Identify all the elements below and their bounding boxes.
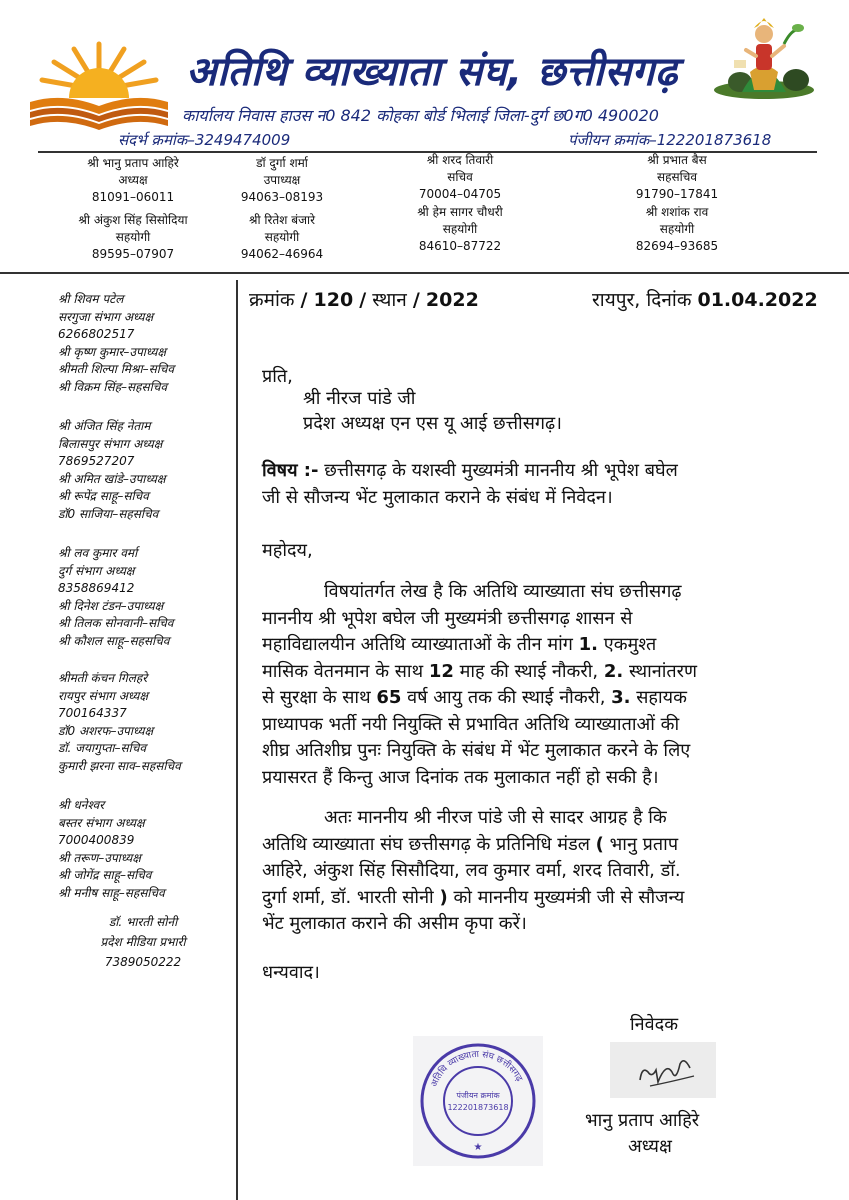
media-in-charge bbox=[58, 912, 228, 972]
committee-line: श्री अंजित सिंह नेताम bbox=[58, 419, 151, 433]
body-line bbox=[262, 659, 822, 686]
body-line bbox=[262, 885, 822, 912]
place-date-line bbox=[592, 286, 818, 312]
committee-line: बिलासपुर संभाग अध्यक्ष bbox=[58, 436, 163, 451]
committee-line: श्री विक्रम सिंह–सहसचिव bbox=[58, 379, 167, 394]
subject-label: विषय :- bbox=[262, 460, 319, 481]
org-title: अतिथि व्याख्याता संघ, छत्तीसगढ़ bbox=[186, 49, 678, 95]
prati: प्रति, bbox=[262, 366, 293, 387]
demand-number: 1. bbox=[578, 634, 599, 655]
body-text: वर्ष आयु तक की स्थाई नौकरी, bbox=[407, 687, 606, 708]
bearer-post: अध्यक्ष bbox=[118, 173, 148, 187]
signer-title: अध्यक्ष bbox=[628, 1136, 672, 1157]
committee-line: श्री कौशल साहू–सहसचिव bbox=[58, 633, 170, 648]
committee-line: कुमारी झरना साव–सहसचिव bbox=[58, 758, 181, 773]
bearers-divider bbox=[0, 272, 849, 274]
committee-line: सरगुजा संभाग अध्यक्ष bbox=[58, 309, 154, 324]
official-stamp bbox=[413, 1036, 543, 1166]
committee-line: श्री दिनेश टंडन–उपाध्यक्ष bbox=[58, 598, 164, 613]
stamp-number: 122201873618 bbox=[447, 1103, 509, 1112]
paren: ( bbox=[595, 833, 604, 855]
media-phone: 7389050222 bbox=[104, 955, 182, 969]
committee-line: दुर्ग संभाग अध्यक्ष bbox=[58, 563, 135, 578]
committee-line: 7000400839 bbox=[58, 833, 135, 847]
bearer-name: श्री अंकुश सिंह सिसोदिया bbox=[78, 213, 188, 227]
bearer-phone: 94062–46964 bbox=[240, 247, 324, 261]
body-line bbox=[262, 685, 822, 712]
bearer-name: श्री हेम सागर चौधरी bbox=[417, 205, 503, 219]
place-date-label: रायपुर, दिनांक bbox=[592, 289, 692, 311]
sthan-label: स्थान bbox=[372, 289, 407, 311]
committee-line: श्री लव कुमार वर्मा bbox=[58, 546, 138, 560]
paren: ) bbox=[439, 886, 448, 908]
body-line: प्रयासरत हैं किन्तु आज दिनांक तक मुलाकात नहीं हो सकी है। bbox=[262, 766, 659, 788]
body-line: शीघ्र अतिशीघ्र पुनः नियुक्ति के संबंध में भेंट मुलाकात करने के लिए bbox=[262, 740, 691, 761]
sidebar-divider bbox=[236, 280, 238, 1200]
letter-number-line: क्रमांक / 120 / स्थान / 2022 bbox=[249, 289, 479, 311]
thanks: धन्यवाद। bbox=[262, 962, 320, 983]
office-bearer bbox=[54, 212, 212, 263]
committee-line: श्री धनेश्वर bbox=[58, 798, 105, 812]
body-line bbox=[262, 632, 822, 659]
office-bearer bbox=[618, 204, 736, 255]
committee-line: श्री शिवम पटेल bbox=[58, 292, 124, 306]
body-paragraph-1 bbox=[262, 579, 822, 791]
body-line: प्राध्यापक भर्ती नयी नियुक्ति से प्रभावित अतिथि व्याख्याताओं की bbox=[262, 713, 680, 735]
signature-image bbox=[610, 1042, 716, 1098]
committee-line: डॉ0 साजिया–सहसचिव bbox=[58, 506, 159, 521]
letter-number: 120 bbox=[313, 289, 354, 311]
bearer-post: सहयोगी bbox=[442, 222, 478, 236]
bearer-phone: 89595–07907 bbox=[91, 247, 175, 261]
office-bearer bbox=[392, 152, 528, 203]
bearer-post: सहयोगी bbox=[264, 230, 300, 244]
bearer-phone: 70004–04705 bbox=[418, 187, 502, 201]
subject-line: जी से सौजन्य भेंट मुलाकात कराने के संबंध में निवेदन। bbox=[262, 486, 613, 508]
body-paragraph-2 bbox=[262, 805, 822, 938]
bearer-post: सहयोगी bbox=[659, 222, 695, 236]
body-text: भानु प्रताप bbox=[609, 833, 679, 855]
bearer-phone: 81091–06011 bbox=[91, 190, 175, 204]
registration-number: पंजीयन क्रमांक–122201873618 bbox=[568, 131, 772, 149]
committee-line: डॉ. जयागुप्ता–सचिव bbox=[58, 741, 147, 755]
body-text: एकमुश्त bbox=[603, 634, 657, 655]
months-number: 12 bbox=[428, 660, 454, 682]
bearer-name: श्री शरद तिवारी bbox=[426, 153, 494, 167]
subject-line: छत्तीसगढ़ के यशस्वी मुख्यमंत्री माननीय श्री भूपेश बघेल bbox=[324, 460, 678, 481]
bearer-post: सचिव bbox=[447, 170, 473, 184]
division-committee bbox=[58, 418, 165, 523]
bearer-name: श्री भानु प्रताप आहिरे bbox=[87, 156, 179, 170]
nivedak-label: निवेदक bbox=[630, 1014, 679, 1035]
body-text: दुर्गा शर्मा, डॉ. भारती सोनी bbox=[262, 886, 434, 908]
body-text: माह की स्थाई नौकरी, bbox=[459, 660, 599, 682]
body-text: से सुरक्षा के साथ bbox=[262, 687, 371, 708]
bearer-post: सहसचिव bbox=[657, 170, 697, 184]
reference-number: संदर्भ क्रमांक–3249474009 bbox=[118, 131, 291, 149]
bearer-name: श्री रितेश बंजारे bbox=[248, 213, 316, 227]
body-text: को माननीय मुख्यमंत्री जी से सौजन्य bbox=[453, 886, 685, 908]
bearer-name: श्री शशांक राव bbox=[645, 205, 709, 219]
body-text: सहायक bbox=[636, 687, 687, 708]
age-number: 65 bbox=[376, 687, 402, 708]
bearer-phone: 84610–87722 bbox=[418, 239, 502, 253]
chhattisgarh-mahtari-emblem bbox=[712, 10, 817, 102]
committee-line: श्रीमती शिल्पा मिश्रा–सचिव bbox=[58, 362, 175, 376]
office-bearer bbox=[222, 155, 342, 206]
bearer-phone: 82694–93685 bbox=[635, 239, 719, 253]
committee-line: श्री अमित खांडे–उपाध्यक्ष bbox=[58, 471, 166, 486]
bearer-phone: 91790–17841 bbox=[635, 187, 719, 201]
committee-line: श्री रूपेंद्र साहू–सचिव bbox=[58, 489, 149, 503]
bearer-post: उपाध्यक्ष bbox=[263, 173, 301, 187]
bearer-name: श्री प्रभात बैस bbox=[647, 153, 707, 167]
office-bearer bbox=[58, 155, 208, 206]
subject bbox=[262, 458, 822, 511]
bearer-post: सहयोगी bbox=[115, 230, 151, 244]
division-committee bbox=[58, 291, 174, 396]
stamp-ring-text: अतिथि व्याख्याता संघ छत्तीसगढ़ bbox=[429, 1049, 524, 1089]
division-committee bbox=[58, 797, 165, 902]
body-line bbox=[262, 832, 822, 859]
body-text: महाविद्यालयीन अतिथि व्याख्याताओं के तीन मांग bbox=[262, 634, 573, 655]
stamp-label: पंजीयन क्रमांक bbox=[456, 1091, 500, 1100]
office-bearer bbox=[392, 204, 528, 255]
body-line: भेंट मुलाकात कराने की असीम कृपा करें। bbox=[262, 913, 527, 934]
committee-line: श्री जोगेंद्र साहू–सचिव bbox=[58, 868, 152, 882]
salutation: महोदय, bbox=[262, 540, 313, 561]
body-text: स्थानांतरण bbox=[628, 660, 698, 682]
body-line: विषयांतर्गत लेख है कि अतिथि व्याख्याता संघ छत्तीसगढ़ bbox=[324, 581, 682, 602]
org-address: कार्यालय निवास हाउस न0 842 कोहका बोर्ड भिलाई जिला-दुर्ग छ0ग0 490020 bbox=[182, 106, 659, 125]
division-committee bbox=[58, 545, 173, 650]
recipient-title: प्रदेश अध्यक्ष एन एस यू आई छत्तीसगढ़। bbox=[303, 413, 562, 434]
committee-line: श्री कृष्ण कुमार–उपाध्यक्ष bbox=[58, 344, 166, 359]
signer-name: भानु प्रताप आहिरे bbox=[585, 1110, 700, 1131]
bearer-name: डॉ दुर्गा शर्मा bbox=[256, 156, 308, 170]
committee-line: श्री तिलक सोनवानी–सचिव bbox=[58, 616, 174, 630]
kramank-label: क्रमांक bbox=[249, 289, 295, 311]
recipient-name: श्री नीरज पांडे जी bbox=[303, 388, 416, 409]
committee-line: रायपुर संभाग अध्यक्ष bbox=[58, 688, 148, 703]
committee-line: बस्तर संभाग अध्यक्ष bbox=[58, 815, 145, 830]
division-committee bbox=[58, 670, 181, 775]
bearer-phone: 94063–08193 bbox=[240, 190, 324, 204]
letter-year: 2022 bbox=[425, 289, 479, 311]
demand-number: 2. bbox=[603, 660, 624, 682]
committee-line: 6266802517 bbox=[58, 327, 135, 341]
committee-line: 8358869412 bbox=[58, 581, 135, 595]
committee-line: श्री तरूण–उपाध्यक्ष bbox=[58, 850, 141, 865]
body-text: अतिथि व्याख्याता संघ छत्तीसगढ़ के प्रतिनिधि मंडल bbox=[262, 833, 590, 855]
body-line: अतः माननीय श्री नीरज पांडे जी से सादर आग्रह है कि bbox=[324, 807, 667, 828]
office-bearer bbox=[222, 212, 342, 263]
svg-text:★: ★ bbox=[473, 1142, 483, 1153]
committee-line: 700164337 bbox=[58, 706, 127, 720]
body-line: माननीय श्री भूपेश बघेल जी मुख्यमंत्री छत्तीसगढ़ शासन से bbox=[262, 607, 633, 629]
media-name: डॉ. भारती सोनी bbox=[108, 915, 178, 929]
media-post: प्रदेश मीडिया प्रभारी bbox=[100, 935, 186, 949]
demand-number: 3. bbox=[611, 687, 631, 708]
body-line: आहिरे, अंकुश सिंह सिसौदिया, लव कुमार वर्मा, शरद तिवारी, डॉ. bbox=[262, 860, 681, 881]
body-text: मासिक वेतनमान के साथ bbox=[262, 660, 424, 682]
letter-date: 01.04.2022 bbox=[697, 289, 818, 311]
committee-line: डॉ0 अशरफ–उपाध्यक्ष bbox=[58, 723, 154, 738]
committee-line: श्रीमती कंचन गिलहरे bbox=[58, 671, 148, 685]
sun-book-logo bbox=[22, 40, 177, 135]
committee-line: श्री मनीष साहू–सहसचिव bbox=[58, 885, 165, 900]
office-bearer bbox=[618, 152, 736, 203]
committee-line: 7869527207 bbox=[58, 454, 135, 468]
